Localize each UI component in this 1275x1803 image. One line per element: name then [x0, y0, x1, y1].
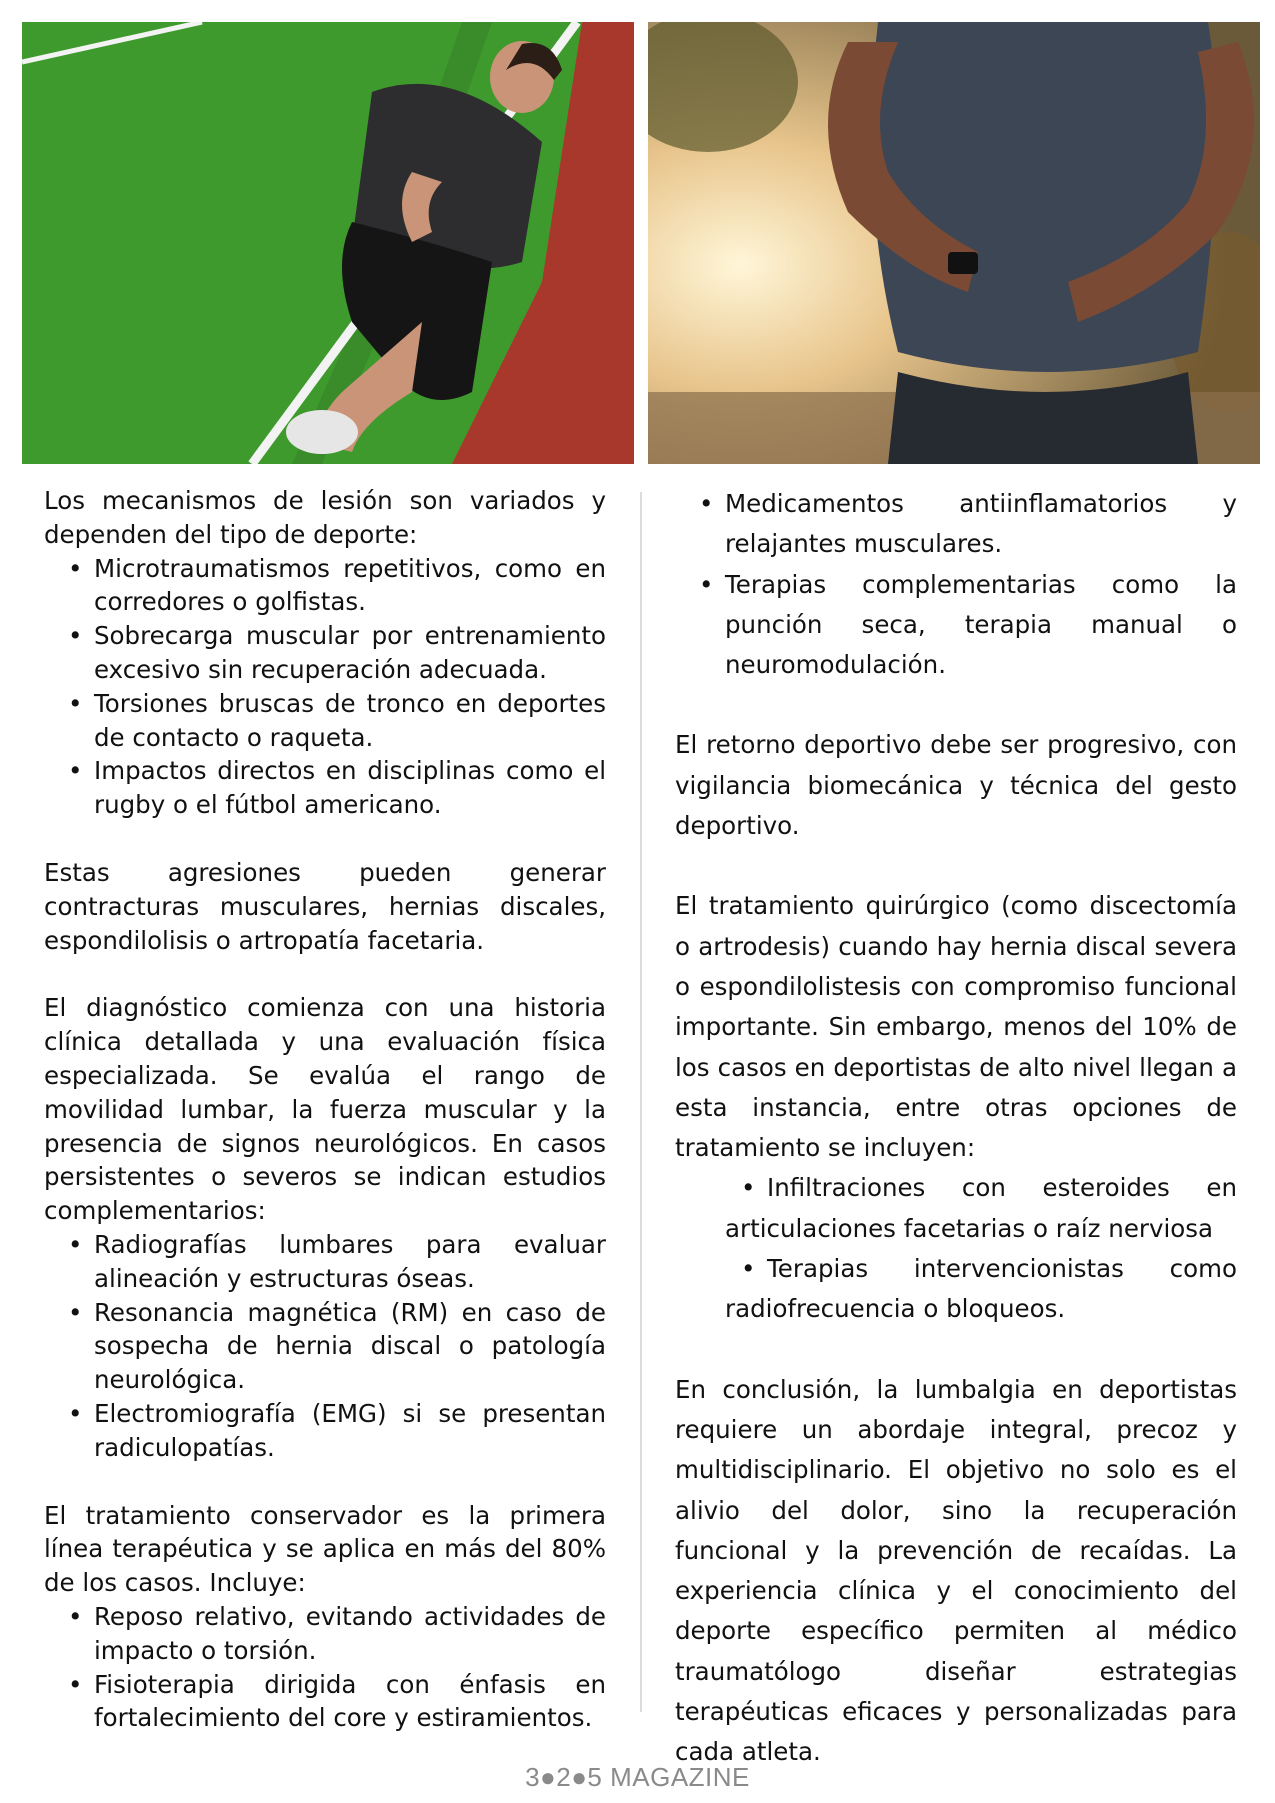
diagnosis-paragraph: El diagnóstico comienza con una historia clínica detallada y una evaluación física especializada. Se evalúa el rango de movilidad lumbar, la fuerza muscular y la presencia de signos neurológicos. En casos persistentes o severos se indican estudios complementarios:: [44, 993, 606, 1226]
mechanisms-list: [44, 552, 606, 822]
list-item: • Reposo relativo, evitando actividades de impacto o torsión.: [94, 1600, 606, 1668]
studies-list: [44, 1228, 606, 1465]
magazine-footer: 3●2●5 MAGAZINE: [525, 1762, 750, 1792]
list-item: • Torsiones bruscas de tronco en deportes de contacto o raqueta.: [94, 687, 606, 755]
man-holding-lower-back-photo: [648, 22, 1260, 464]
list-item: • Terapias intervencionistas como radiofrecuencia o bloqueos.: [725, 1249, 1237, 1330]
runner-holding-back-photo: [22, 22, 634, 464]
injuries-paragraph: Estas agresiones pueden generar contracturas musculares, hernias discales, espondilolisis o artropatía facetaria.: [44, 857, 606, 955]
lower-back-photo: [648, 22, 1260, 464]
surgical-paragraph: El tratamiento quirúrgico (como discectomía o artrodesis) cuando hay hernia discal severa o espondilolistesis con compromiso funcional importante. Sin embargo, menos del 10% de los casos en deportistas de alto nivel llegan a esta instancia, entre otras opciones de tratamiento se incluyen:: [675, 891, 1237, 1163]
list-item: • Infiltraciones con esteroides en articulaciones facetarias o raíz nerviosa: [725, 1168, 1237, 1249]
return-paragraph: El retorno deportivo debe ser progresivo, con vigilancia biomecánica y técnica del gesto deportivo.: [675, 730, 1237, 841]
runner-photo: [22, 22, 634, 464]
list-item: • Radiografías lumbares para evaluar alineación y estructuras óseas.: [94, 1228, 606, 1296]
list-item: • Terapias complementarias como la punción seca, terapia manual o neuromodulación.: [725, 565, 1237, 686]
list-item: • Impactos directos en disciplinas como el rugby o el fútbol americano.: [94, 754, 606, 822]
conservative-list: [44, 1600, 606, 1735]
conclusion-paragraph: En conclusión, la lumbalgia en deportistas requiere un abordaje integral, precoz y multidisciplinario. El objetivo no solo es el alivio del dolor, sino la recuperación funcional y la prevención de recaídas. La experiencia clínica y el conocimiento del deporte específico permiten al médico traumatólogo diseñar estrategias terapéuticas eficaces y personalizadas para cada atleta.: [675, 1374, 1237, 1767]
surgical-list: [675, 1168, 1237, 1329]
right-column: [675, 484, 1237, 1773]
list-item: • Fisioterapia dirigida con énfasis en fortalecimiento del core y estiramientos.: [94, 1668, 606, 1736]
left-column: [44, 484, 606, 1735]
list-item: • Sobrecarga muscular por entrenamiento excesivo sin recuperación adecuada.: [94, 619, 606, 687]
list-item: • Microtraumatismos repetitivos, como en corredores o golfistas.: [94, 552, 606, 620]
list-item: • Resonancia magnética (RM) en caso de sospecha de hernia discal o patología neurológica.: [94, 1296, 606, 1397]
conservative-paragraph: El tratamiento conservador es la primera línea terapéutica y se aplica en más del 80% de los casos. Incluye:: [44, 1500, 606, 1598]
mechanisms-intro: Los mecanismos de lesión son variados y dependen del tipo de deporte:: [44, 486, 606, 549]
column-divider: [640, 492, 642, 1712]
list-item: • Electromiografía (EMG) si se presentan radiculopatías.: [94, 1397, 606, 1465]
list-item: • Medicamentos antiinflamatorios y relajantes musculares.: [725, 484, 1237, 565]
conservative-list-continued: [675, 484, 1237, 685]
